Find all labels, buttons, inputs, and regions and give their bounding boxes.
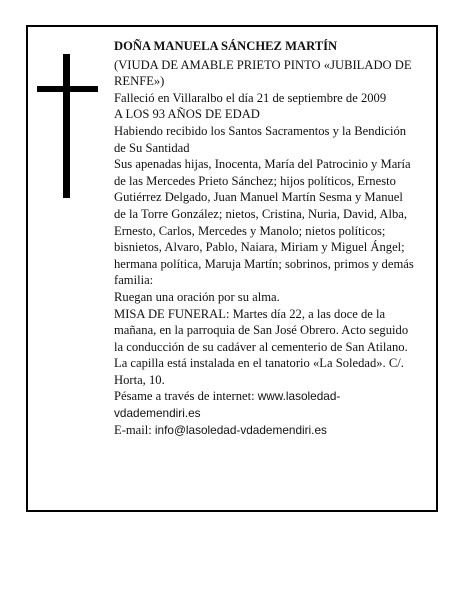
- cross-horizontal-bar: [37, 86, 98, 92]
- prayer-line: Ruegan una oración por su alma.: [114, 289, 280, 304]
- email-address: info@lasoledad-vdademendiri.es: [154, 422, 327, 437]
- family-paragraph: Sus apenadas hijas, Inocenta, María del Patrocinio y María de las Mercedes Prieto Sánchez; hijos políticos, Ernesto Gutiérrez Delgado, Juan Manuel Martín Sesma y Manuel de la Torre González; nietos, Cristina, Nuria, David, Alba, Ernesto, Carlos, Mercedes y Manolo; nietos políticos; bisnietos, Alvaro, Pablo, Naiara, Miriam y Miguel Ángel; hermana política, Maruja Martín; sobrinos, primos y demás familia:: [114, 157, 414, 288]
- cross-vertical-bar: [63, 54, 70, 198]
- obituary-text: [114, 38, 414, 438]
- sacraments-line: Habiendo recibido los Santos Sacramentos y la Bendición de Su Santidad: [114, 123, 407, 155]
- funeral-paragraph: MISA DE FUNERAL: Martes día 22, a las doce de la mañana, en la parroquia de San José Obrero. Acto seguido la conducción de su cadáver al cementerio de San Atilano.: [114, 306, 409, 354]
- death-line: Falleció en Villaralbo el día 21 de septiembre de 2009: [114, 90, 387, 105]
- email-line: [114, 422, 414, 439]
- condolence-url: www.lasoledad-vdademendiri.es: [114, 389, 341, 421]
- chapel-line: La capilla está instalada en el tanatorio «La Soledad». C/. Horta, 10.: [114, 356, 404, 387]
- widow-line: (VIUDA DE AMABLE PRIETO PINTO «JUBILADO DE RENFE»): [114, 57, 412, 89]
- condolence-label: Pésame a través de internet:: [114, 389, 258, 404]
- deceased-name: DOÑA MANUELA SÁNCHEZ MARTÍN: [114, 39, 338, 53]
- condolence-line: [114, 388, 414, 421]
- cross-icon: [37, 54, 98, 198]
- email-label: E-mail:: [114, 422, 155, 437]
- age-line: A LOS 93 AÑOS DE EDAD: [114, 107, 260, 122]
